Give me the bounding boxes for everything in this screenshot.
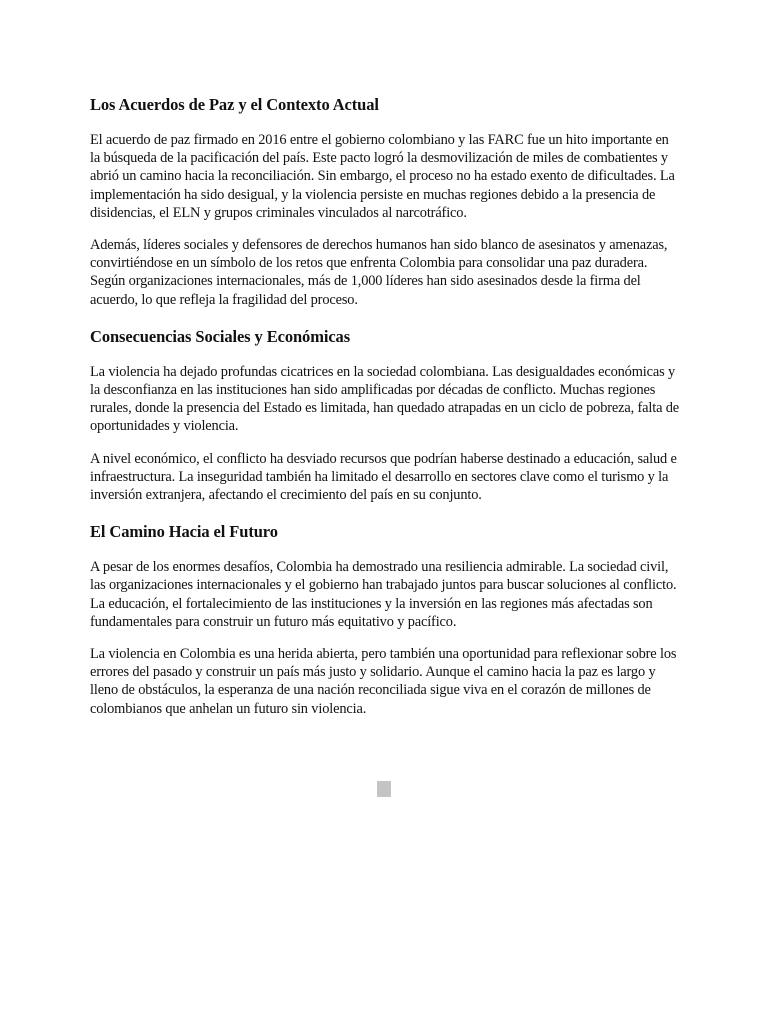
paragraph: La violencia ha dejado profundas cicatrices en la sociedad colombiana. Las desigualdades económicas y la desconfianza en las instituciones han sido amplificadas por décadas de conflicto. Muchas regiones rurales, donde la presencia del Estado es limitada, han quedado atrapadas en un ciclo de pobreza, falta de oportunidades y violencia. <box>90 363 680 435</box>
paragraph: Además, líderes sociales y defensores de derechos humanos han sido blanco de asesinatos y amenazas, convirtiéndose en un símbolo de los retos que enfrenta Colombia para consolidar una paz duradera. Según organizaciones internacionales, más de 1,000 líderes han sido asesinados desde la firma del acuerdo, lo que refleja la fragilidad del proceso. <box>90 237 668 308</box>
paragraph: La violencia en Colombia es una herida abierta, pero también una oportunidad para reflexionar sobre los errores del pasado y construir un país más justo y solidario. Aunque el camino hacia la paz es largo y lleno de obstáculos, la esperanza de una nación reconciliada sigue viva en el corazón de millones de colombianos que anhelan un futuro sin violencia. <box>90 646 677 717</box>
paragraph: A nivel económico, el conflicto ha desviado recursos que podrían haberse destinado a educación, salud e infraestructura. La inseguridad también ha limitado el desarrollo en sectores clave como el turismo y la inversión extranjera, afectando el crecimiento del país en su conjunto. <box>90 450 677 504</box>
section-heading: Consecuencias Sociales y Económicas <box>90 326 351 346</box>
document-page <box>90 94 682 732</box>
section-camino-futuro <box>90 521 682 718</box>
section-acuerdos-de-paz <box>90 94 682 309</box>
paragraph: El acuerdo de paz firmado en 2016 entre el gobierno colombiano y las FARC fue un hito importante en la búsqueda de la pacificación del país. Este pacto logró la desmovilización de miles de combatientes y abrió un camino hacia la reconciliación. Sin embargo, el proceso no ha estado exento de dificultades. La implementación ha sido desigual, y la violencia persiste en muchas regiones debido a la presencia de disidencias, el ELN y grupos criminales vinculados al narcotráfico. <box>90 132 675 221</box>
section-consecuencias <box>90 326 682 504</box>
section-heading: El Camino Hacia el Futuro <box>90 522 278 542</box>
section-heading: Los Acuerdos de Paz y el Contexto Actual <box>90 95 379 114</box>
page-marker-square <box>377 781 391 797</box>
paragraph: A pesar de los enormes desafíos, Colombia ha demostrado una resiliencia admirable. La sociedad civil, las organizaciones internacionales y el gobierno han trabajado juntos para buscar soluciones al conflicto. La educación, el fortalecimiento de las instituciones y la inversión en las regiones más afectadas son fundamentales para construir un futuro más equitativo y pacífico. <box>90 559 677 630</box>
